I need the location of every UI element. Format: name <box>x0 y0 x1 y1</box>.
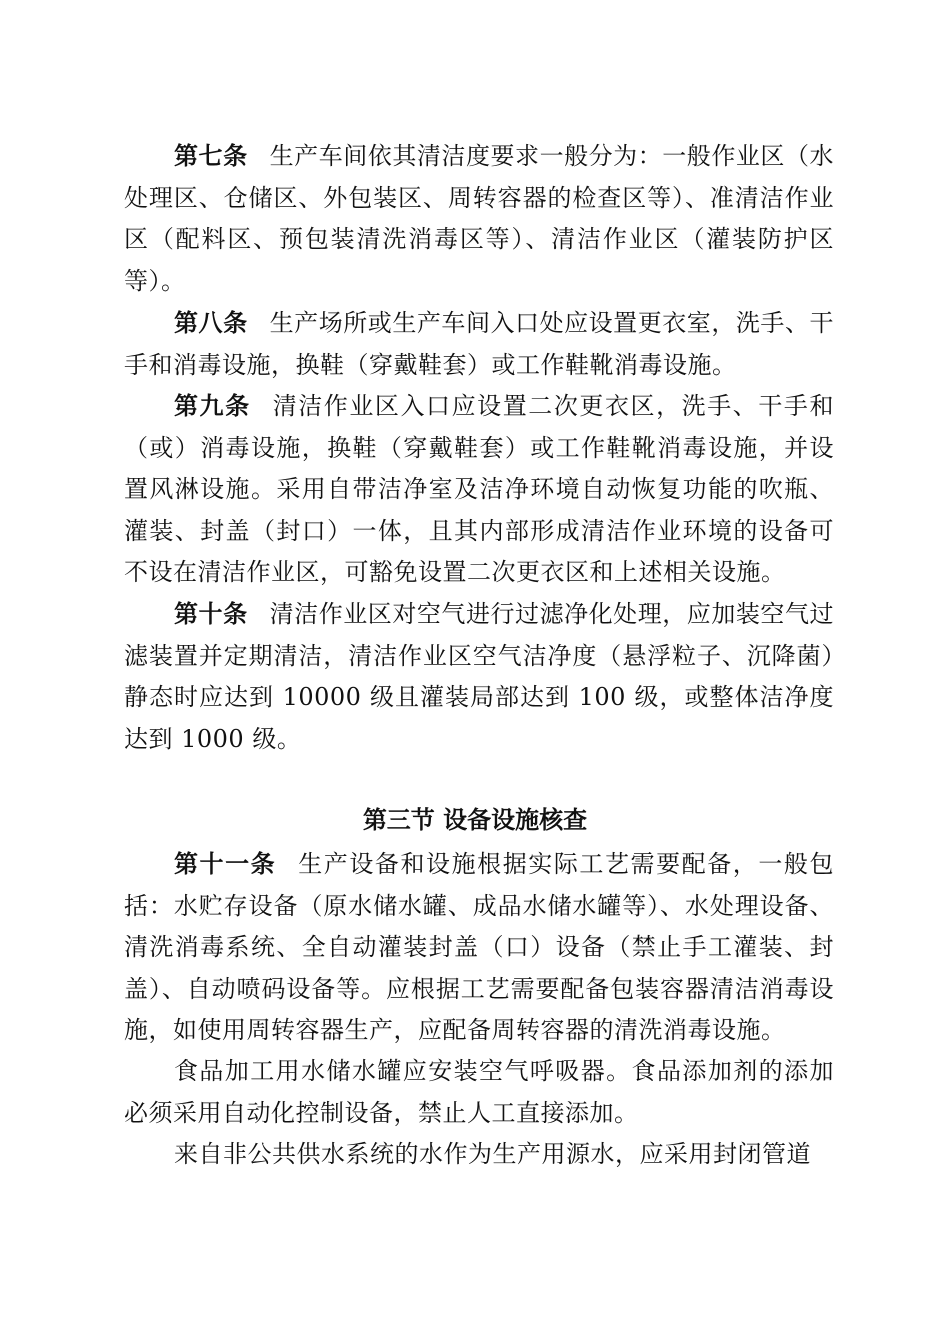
article-10-heading: 第十条 <box>174 600 248 628</box>
article-7 <box>124 136 834 302</box>
article-9-heading: 第九条 <box>174 392 251 420</box>
paragraph-water-tank: 食品加工用水储水罐应安装空气呼吸器。食品添加剂的添加必须采用自动化控制设备，禁止人工直接添加。 <box>124 1057 834 1127</box>
article-7-heading: 第七条 <box>174 142 248 170</box>
article-11-text: 生产设备和设施根据实际工艺需要配备，一般包括：水贮存设备（原水储水罐、成品水储水罐等）、水处理设备、清洗消毒系统、全自动灌装封盖（口）设备（禁止手工灌装、封盖）、自动喷码设备等。应根据工艺需要配备包装容器清洁消毒设施，如使用周转容器生产，应配备周转容器的清洗消毒设施。 <box>124 850 834 1044</box>
article-8-heading: 第八条 <box>174 309 248 337</box>
article-10 <box>124 594 834 760</box>
article-9 <box>124 386 834 594</box>
paragraph-source-water: 来自非公共供水系统的水作为生产用源水，应采用封闭管道 <box>174 1140 811 1168</box>
section-title: 第三节 设备设施核查 <box>362 806 588 834</box>
article-10-text: 清洁作业区对空气进行过滤净化处理，应加装空气过滤装置并定期清洁，清洁作业区空气洁净度（悬浮粒子、沉降菌）静态时应达到 10000 级且灌装局部达到 100 级，或整体洁净度达到 1000 级。 <box>124 600 835 753</box>
article-9-text: 清洁作业区入口应设置二次更衣区，洗手、干手和（或）消毒设施，换鞋（穿戴鞋套）或工作鞋靴消毒设施，并设置风淋设施。采用自带洁净室及洁净环境自动恢复功能的吹瓶、灌装、封盖（封口）一体，且其内部形成清洁作业环境的设备可不设在清洁作业区，可豁免设置二次更衣区和上述相关设施。 <box>124 392 834 586</box>
article-8 <box>124 303 834 386</box>
article-8-text: 生产场所或生产车间入口处应设置更衣室，洗手、干手和消毒设施，换鞋（穿戴鞋套）或工作鞋靴消毒设施。 <box>124 309 835 379</box>
article-7-text: 生产车间依其清洁度要求一般分为：一般作业区（水处理区、仓储区、外包装区、周转容器的检查区等）、准清洁作业区（配料区、预包装清洗消毒区等）、清洁作业区（灌装防护区等）。 <box>124 142 835 295</box>
article-11 <box>124 844 834 1052</box>
article-11-heading: 第十一条 <box>174 850 277 878</box>
